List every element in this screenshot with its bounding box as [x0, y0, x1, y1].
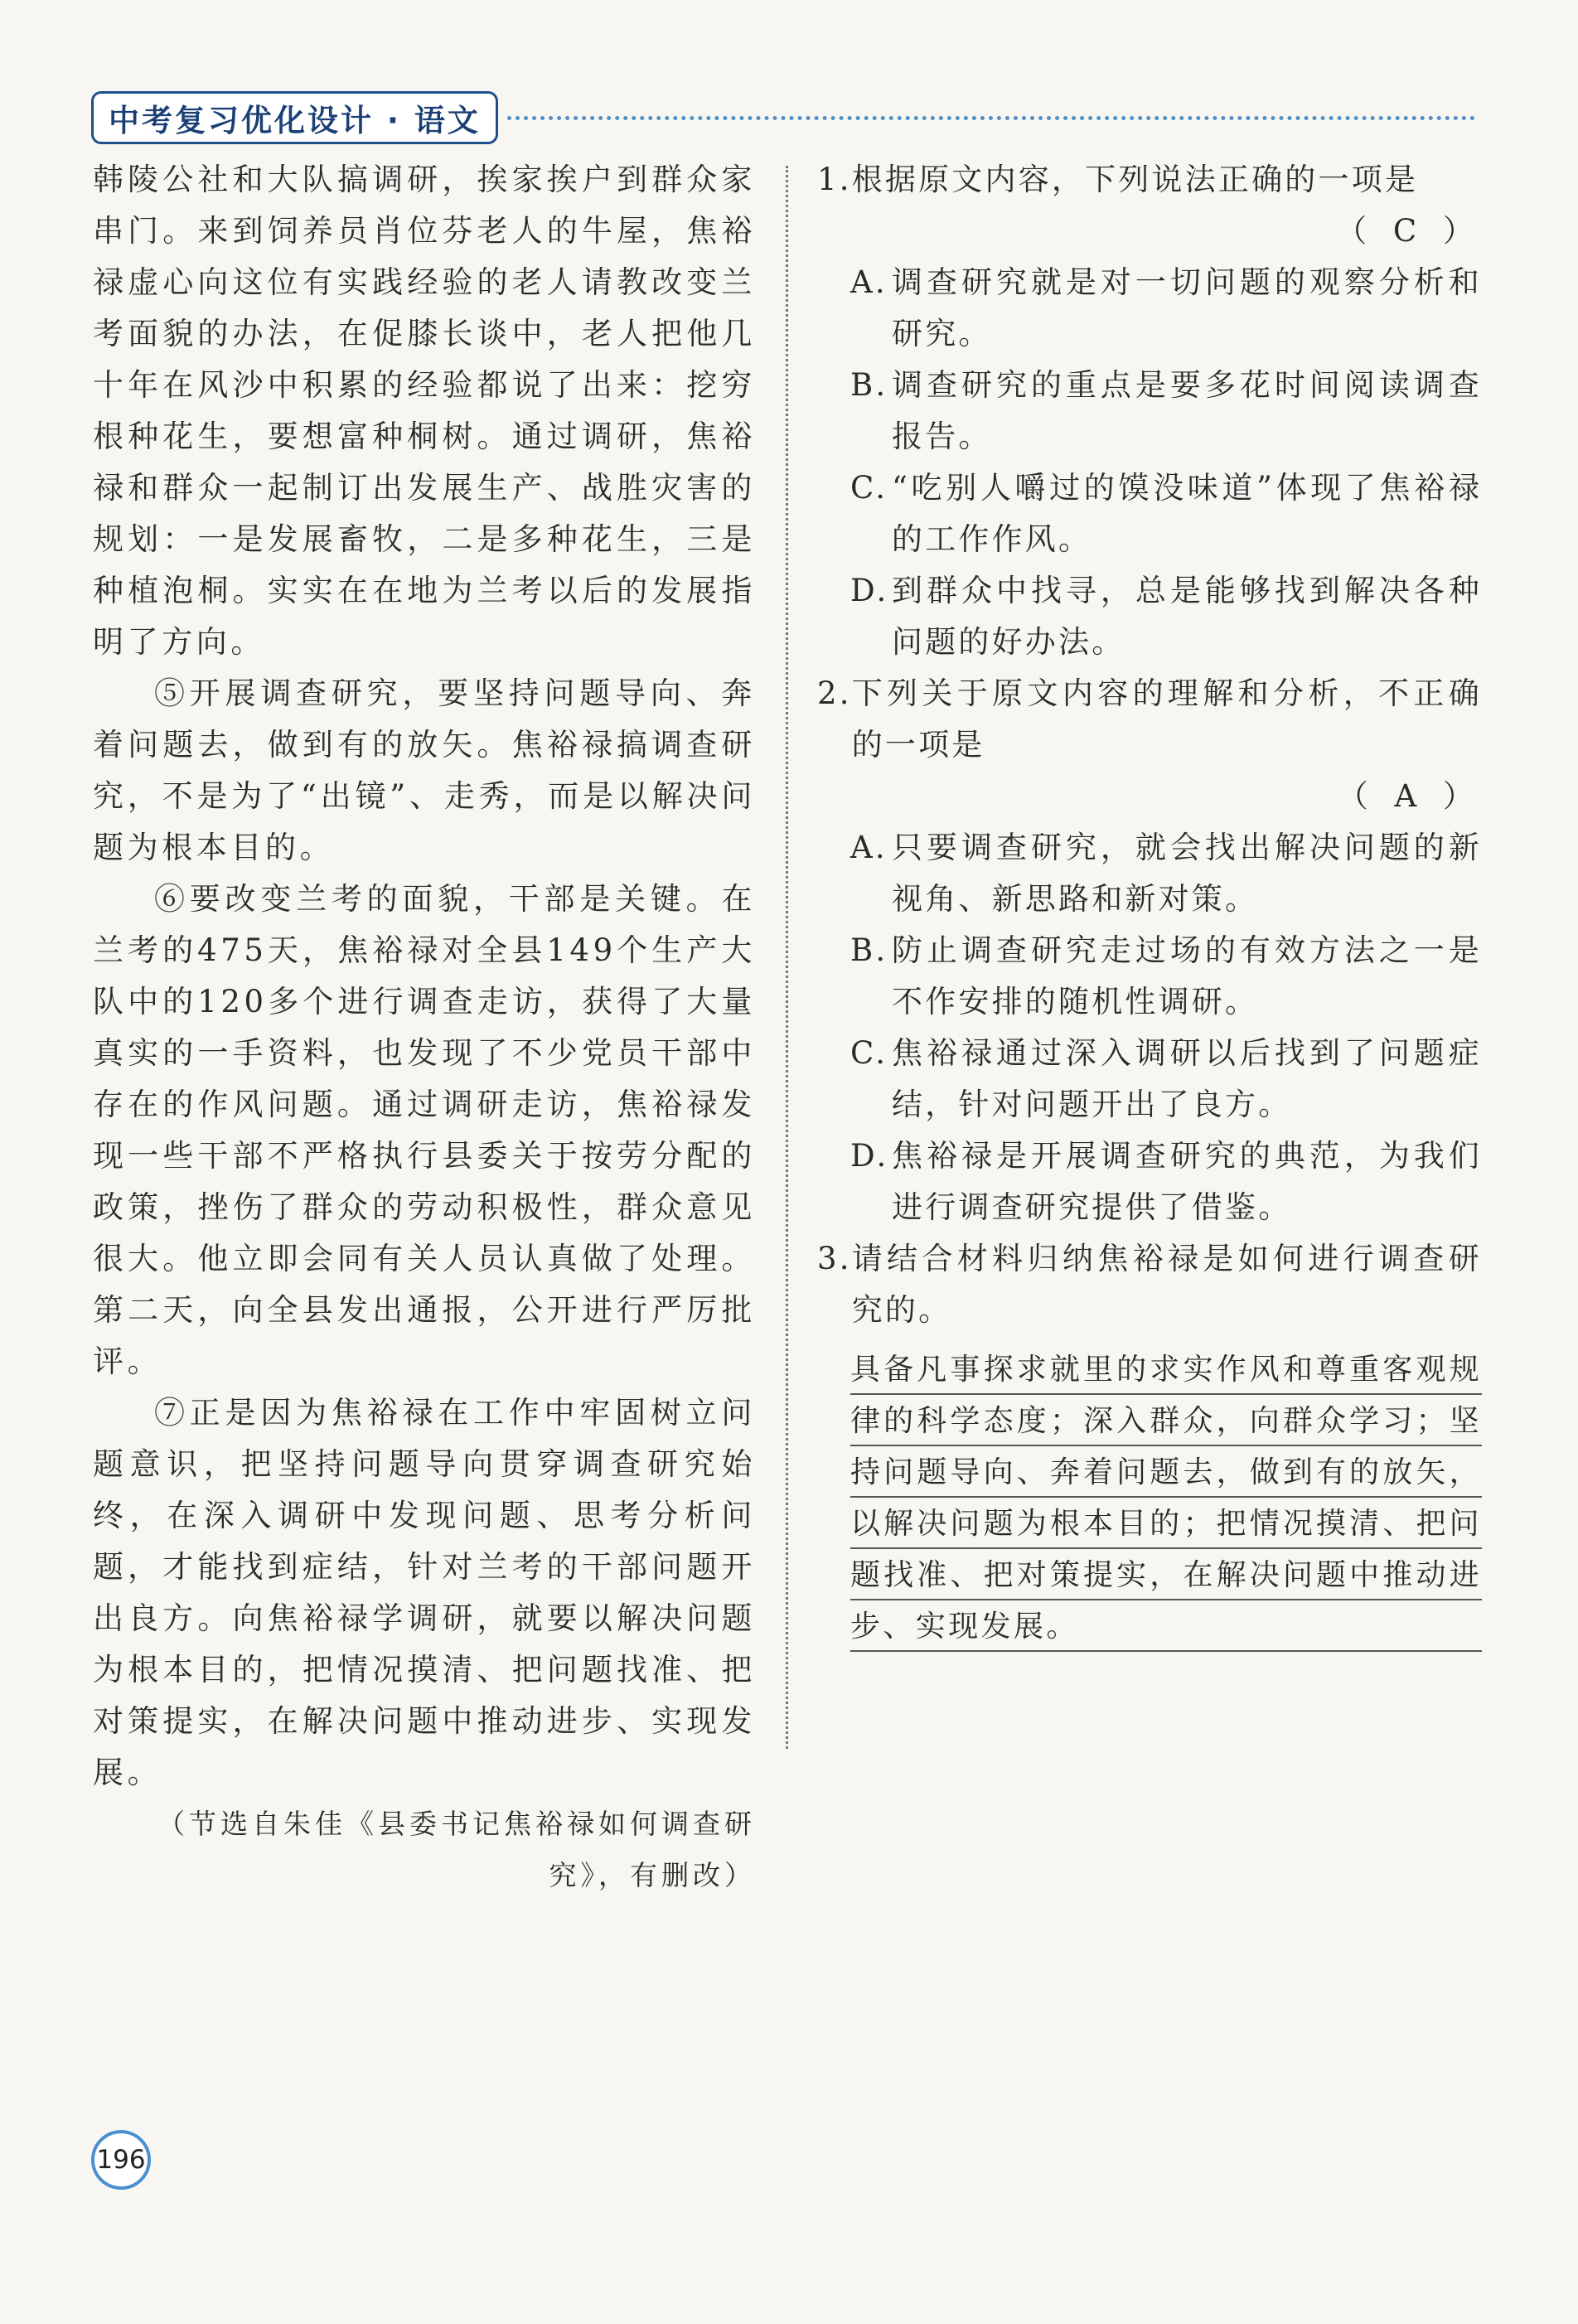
question-2	[817, 668, 1482, 771]
option-a	[850, 257, 1482, 360]
option-text: 焦裕禄是开展调查研究的典范，为我们进行调查研究提供了借鉴。	[892, 1138, 1482, 1225]
option-text: “吃别人嚼过的馍没味道”体现了焦裕禄的工作作风。	[892, 470, 1482, 557]
book-title-label: 中考复习优化设计 · 语文	[91, 91, 498, 144]
option-text: 只要调查研究，就会找出解决问题的新视角、新思路和新对策。	[892, 830, 1482, 917]
option-label: A.	[850, 830, 888, 865]
option-label: B.	[850, 367, 888, 403]
question-number: 2.	[817, 675, 852, 711]
option-d	[850, 565, 1482, 668]
question-number: 1.	[817, 162, 852, 197]
passage-paragraph-6: ⑥要改变兰考的面貌，干部是关键。在兰考的475天，焦裕禄对全县149个生产大队中的120多个进行调查走访，获得了大量真实的一手资料，也发现了不少党员干部中存在的作风问题。通过调研走访，焦裕禄发现一些干部不严格执行县委关于按劳分配的政策，挫伤了群众的劳动积极性，群众意见很大。他立即会同有关人员认真做了处理。第二天，向全县发出通报，公开进行严厉批评。	[93, 881, 756, 1379]
option-a	[850, 822, 1482, 925]
option-label: A.	[850, 264, 888, 300]
passage-paragraph-7: ⑦正是因为焦裕禄在工作中牢固树立问题意识，把坚持问题导向贯穿调查研究始终，在深入调研中发现问题、思考分析问题，才能找到症结，针对兰考的干部问题开出良方。向焦裕禄学调研，就要以解决问题为根本目的，把情况摸清、把问题找准、把对策提实，在解决问题中推动进步、实现发展。	[93, 1395, 756, 1790]
page-number-badge: 196	[91, 2130, 151, 2190]
option-label: C.	[850, 470, 888, 506]
written-answer: 具备凡事探求就里的求实作风和尊重客观规律的科学态度；深入群众，向群众学习；坚持问题导向、奔着问题去，做到有的放矢，以解决问题为根本目的；把情况摸清、把问题找准、把对策提实，在解决问题中推动进步、实现发展。	[850, 1344, 1482, 1653]
question-1	[817, 154, 1482, 206]
option-c	[850, 462, 1482, 565]
option-text: 焦裕禄通过深入调研以后找到了问题症结，针对问题开出了良方。	[892, 1035, 1482, 1122]
option-label: B.	[850, 932, 888, 968]
option-text: 防止调查研究走过场的有效方法之一是不作安排的随机性调研。	[892, 932, 1482, 1019]
option-text: 到群众中找寻，总是能够找到解决各种问题的好办法。	[892, 573, 1482, 660]
option-b	[850, 925, 1482, 1028]
passage-paragraph-1: 韩陵公社和大队搞调研，挨家挨户到群众家串门。来到饲养员肖位芬老人的牛屋，焦裕禄虚心向这位有实践经验的老人请教改变兰考面貌的办法，在促膝长谈中，老人把他几十年在风沙中积累的经验都说了出来：挖穷根种花生，要想富种桐树。通过调研，焦裕禄和群众一起制订出发展生产、战胜灾害的规划：一是发展畜牧，二是多种花生，三是种植泡桐。实实在在地为兰考以后的发展指明了方向。	[93, 162, 756, 660]
option-b	[850, 360, 1482, 462]
option-text: 调查研究的重点是要多花时间阅读调查报告。	[892, 367, 1482, 454]
question-stem: 根据原文内容，下列说法正确的一项是	[851, 162, 1419, 197]
reading-passage	[93, 154, 756, 1901]
option-text: 调查研究就是对一切问题的观察分析和研究。	[892, 264, 1482, 351]
question-stem: 请结合材料归纳焦裕禄是如何进行调查研究的。	[851, 1241, 1482, 1328]
question-stem: 下列关于原文内容的理解和分析，不正确的一项是	[851, 675, 1482, 763]
answer-choice: （ A ）	[1337, 778, 1482, 814]
passage-source: （节选自朱佳《县委书记焦裕禄如何调查研究》，有删改）	[157, 1808, 756, 1891]
questions-column	[817, 154, 1482, 1653]
option-d	[850, 1131, 1482, 1233]
header-dotted-rule	[507, 116, 1475, 120]
option-label: D.	[850, 1138, 889, 1174]
option-label: C.	[850, 1035, 888, 1071]
answer-choice: （ C ）	[1336, 213, 1482, 249]
passage-paragraph-5: ⑤开展调查研究，要坚持问题导向、奔着问题去，做到有的放矢。焦裕禄搞调查研究，不是为了“出镜”、走秀，而是以解决问题为根本目的。	[93, 675, 756, 865]
question-3	[817, 1233, 1482, 1336]
question-number: 3.	[817, 1241, 852, 1276]
option-c	[850, 1028, 1482, 1131]
column-divider	[786, 166, 788, 1749]
option-label: D.	[850, 573, 889, 608]
